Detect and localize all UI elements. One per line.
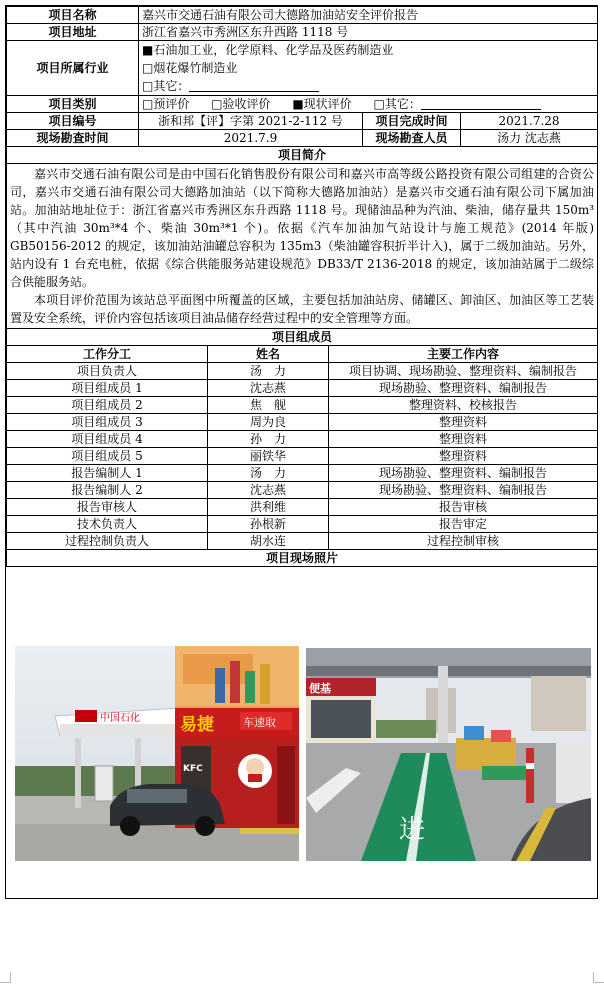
label-survey-date: 现场勘查时间 bbox=[7, 130, 139, 147]
member-duties: 报告审核 bbox=[329, 499, 598, 516]
member-duties: 整理资料 bbox=[329, 414, 598, 431]
store-sign-text: 便基 bbox=[309, 682, 331, 695]
section-title-members: 项目组成员 bbox=[7, 329, 598, 346]
member-name: 周为良 bbox=[208, 414, 329, 431]
category-acceptance-evaluation: □验收评价 bbox=[211, 97, 271, 111]
label-project-name: 项目名称 bbox=[7, 7, 139, 24]
row-photos-title bbox=[7, 550, 598, 567]
member-role: 报告审核人 bbox=[7, 499, 208, 516]
member-row bbox=[7, 533, 598, 550]
category-other-blank bbox=[421, 96, 541, 110]
value-project-number: 浙和邦【评】字第 2021-2-112 号 bbox=[139, 113, 363, 130]
value-project-address: 浙江省嘉兴市秀洲区东升西路 1118 号 bbox=[139, 24, 598, 41]
member-role: 项目组成员 5 bbox=[7, 448, 208, 465]
label-survey-people: 现场勘查人员 bbox=[363, 130, 461, 147]
member-role: 项目组成员 1 bbox=[7, 380, 208, 397]
site-photo-right bbox=[306, 648, 591, 861]
member-duties: 现场勘验、整理资料、编制报告 bbox=[329, 465, 598, 482]
member-role: 项目组成员 3 bbox=[7, 414, 208, 431]
industry-option-other bbox=[142, 77, 594, 95]
row-number bbox=[7, 113, 598, 130]
header-duties: 主要工作内容 bbox=[329, 346, 598, 363]
member-duties: 整理资料 bbox=[329, 448, 598, 465]
lane-marking-text: 进 bbox=[399, 815, 426, 845]
value-category bbox=[139, 96, 598, 113]
member-role: 项目组成员 2 bbox=[7, 397, 208, 414]
industry-option-petrochem: ■石油加工业，化学原料、化学品及医药制造业 bbox=[142, 43, 394, 57]
member-name: 孙根新 bbox=[208, 516, 329, 533]
member-name: 洪利维 bbox=[208, 499, 329, 516]
category-pre-evaluation: □预评价 bbox=[142, 97, 190, 111]
member-row bbox=[7, 363, 598, 380]
member-row bbox=[7, 397, 598, 414]
row-category bbox=[7, 96, 598, 113]
row-survey bbox=[7, 130, 598, 147]
row-industry bbox=[7, 41, 598, 96]
member-duties: 项目协调、现场勘验、整理资料、编制报告 bbox=[329, 363, 598, 380]
member-duties: 报告审定 bbox=[329, 516, 598, 533]
photo-area bbox=[6, 618, 597, 898]
member-name: 汤 力 bbox=[208, 363, 329, 380]
row-members-title bbox=[7, 329, 598, 346]
page-corner-mark-left bbox=[0, 972, 11, 983]
member-duties: 过程控制审核 bbox=[329, 533, 598, 550]
category-current-evaluation: ■现状评价 bbox=[292, 97, 352, 111]
car-pickup-sign-text: 车速取 bbox=[243, 716, 276, 729]
member-name: 汤 力 bbox=[208, 465, 329, 482]
row-project-name bbox=[7, 7, 598, 24]
member-name: 沈志燕 bbox=[208, 380, 329, 397]
value-project-name: 嘉兴市交通石油有限公司大德路加油站安全评价报告 bbox=[139, 7, 598, 24]
member-name: 焦 舰 bbox=[208, 397, 329, 414]
value-completion-date: 2021.7.28 bbox=[461, 113, 598, 130]
member-role: 报告编制人 2 bbox=[7, 482, 208, 499]
row-intro-body bbox=[7, 164, 598, 329]
intro-body bbox=[7, 164, 598, 329]
header-role: 工作分工 bbox=[7, 346, 208, 363]
row-project-address bbox=[7, 24, 598, 41]
member-row bbox=[7, 380, 598, 397]
member-duties: 整理资料 bbox=[329, 431, 598, 448]
member-row bbox=[7, 448, 598, 465]
industry-other-blank bbox=[189, 78, 319, 92]
member-role: 过程控制负责人 bbox=[7, 533, 208, 550]
member-row bbox=[7, 499, 598, 516]
label-completion-date: 项目完成时间 bbox=[363, 113, 461, 130]
header-name: 姓名 bbox=[208, 346, 329, 363]
member-role: 项目组成员 4 bbox=[7, 431, 208, 448]
member-duties: 现场勘验、整理资料、编制报告 bbox=[329, 482, 598, 499]
label-industry: 项目所属行业 bbox=[7, 41, 139, 96]
kfc-sign-text: KFC bbox=[183, 764, 203, 774]
member-duties: 整理资料、校核报告 bbox=[329, 397, 598, 414]
intro-paragraph-1: 嘉兴市交通石油有限公司是由中国石化销售股份有限公司和嘉兴市高等级公路投资有限公司组建的合资公司，嘉兴市交通石油有限公司大德路加油站（以下简称大德路加油站）是嘉兴市交通石油有限公司下属加油站。加油站地址位于：浙江省嘉兴市秀洲区东升西路 1118 号。现储油品种为汽油、柴油，储存量共 150m³（其中汽油 30m³*4 个、柴油 30m³*1 个)。依据《汽车加油加气站设计与施工规范》(2014 年版) GB50156-2012 的规定，该加油站油罐总容积为 135m3（柴油罐容积折半计入)，属于二级加油站。另外，站内设有 1 台充电桩，依据《综合供能服务站建设规范》DB33/T 2136-2018 的规定，该加油站属于二级综合供能服务站。 bbox=[10, 167, 595, 289]
page-corner-mark-right bbox=[593, 972, 604, 983]
member-role: 技术负责人 bbox=[7, 516, 208, 533]
info-table bbox=[6, 6, 598, 567]
member-duties: 现场勘验、整理资料、编制报告 bbox=[329, 380, 598, 397]
category-other-label: □其它： bbox=[373, 97, 421, 111]
industry-other-label: □其它： bbox=[142, 79, 190, 93]
member-role: 报告编制人 1 bbox=[7, 465, 208, 482]
section-title-photos: 项目现场照片 bbox=[7, 550, 598, 567]
member-row bbox=[7, 465, 598, 482]
label-project-number: 项目编号 bbox=[7, 113, 139, 130]
section-title-intro: 项目简介 bbox=[7, 147, 598, 164]
label-category: 项目类别 bbox=[7, 96, 139, 113]
member-row bbox=[7, 482, 598, 499]
value-industry bbox=[139, 41, 598, 96]
member-row bbox=[7, 516, 598, 533]
member-row bbox=[7, 414, 598, 431]
members-header-row bbox=[7, 346, 598, 363]
member-row bbox=[7, 431, 598, 448]
member-name: 沈志燕 bbox=[208, 482, 329, 499]
member-name: 丽铁华 bbox=[208, 448, 329, 465]
report-page bbox=[5, 5, 598, 899]
member-name: 孙 力 bbox=[208, 431, 329, 448]
member-role: 项目负责人 bbox=[7, 363, 208, 380]
shop-sign-text: 易捷 bbox=[180, 715, 214, 735]
intro-paragraph-2: 本项目评价范围为该站总平面图中所覆盖的区域，主要包括加油站房、储罐区、卸油区、加油区等工艺装置及安全系统，评价内容包括该项目油品储存经营过程中的安全管理等方面。 bbox=[10, 293, 595, 325]
value-survey-date: 2021.7.9 bbox=[139, 130, 363, 147]
category-other bbox=[374, 96, 541, 112]
industry-option-fireworks: □烟花爆竹制造业 bbox=[142, 61, 238, 75]
member-name: 胡水连 bbox=[208, 533, 329, 550]
row-intro-title bbox=[7, 147, 598, 164]
label-project-address: 项目地址 bbox=[7, 24, 139, 41]
site-photo-left bbox=[15, 646, 299, 861]
canopy-sign-text: 中国石化 bbox=[100, 713, 140, 724]
value-survey-people: 汤力 沈志燕 bbox=[461, 130, 598, 147]
